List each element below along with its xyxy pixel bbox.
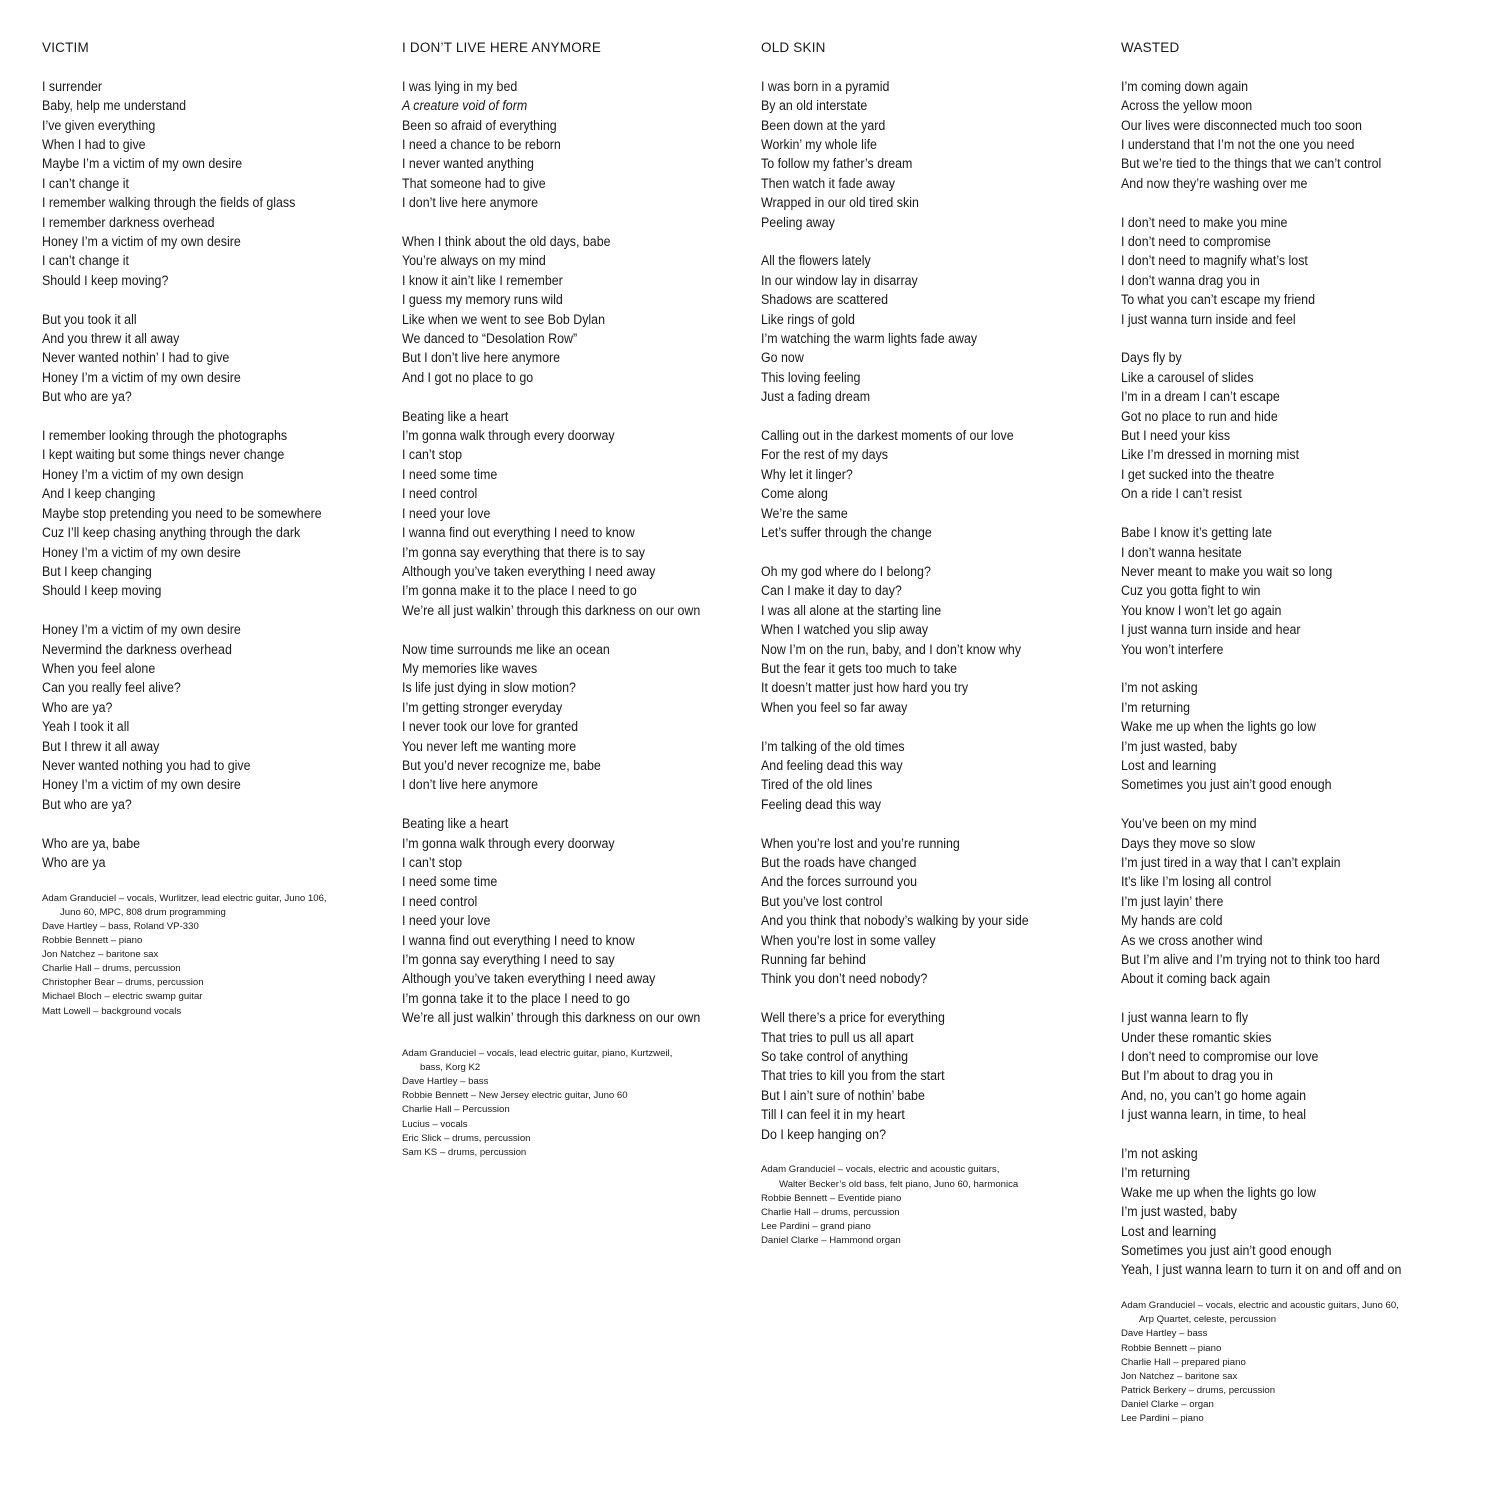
- lyric-line: I don’t wanna drag you in: [1121, 272, 1260, 288]
- lyric-line: For the rest of my days: [761, 447, 889, 463]
- credit-line: Jon Natchez – baritone sax: [42, 949, 159, 961]
- lyric-line: Peeling away: [761, 214, 835, 230]
- lyric-line: Never wanted nothin’ I had to give: [42, 350, 230, 366]
- lyric-line: I never took our love for granted: [402, 719, 579, 735]
- lyric-line: And you threw it all away: [42, 331, 180, 347]
- lyric-line: A creature void of form: [402, 98, 528, 114]
- lyrics: [1121, 77, 1466, 1280]
- credits: [402, 1047, 747, 1160]
- stanza: [1121, 77, 1466, 193]
- lyric-line: And, no, you can’t go home again: [1121, 1087, 1307, 1103]
- stanza: [1121, 523, 1466, 659]
- lyric-line: Should I keep moving: [42, 583, 162, 599]
- lyric-line: I just wanna learn, in time, to heal: [1121, 1107, 1307, 1123]
- lyric-line: But you’d never recognize me, babe: [402, 757, 601, 773]
- stanza: [402, 77, 747, 213]
- lyric-line: Honey I’m a victim of my own desire: [42, 234, 241, 250]
- lyric-line: I need some time: [402, 874, 498, 890]
- lyric-line: Nevermind the darkness overhead: [42, 641, 232, 657]
- lyric-line: I understand that I’m not the one you need: [1121, 137, 1355, 153]
- lyric-line: Tired of the old lines: [761, 777, 873, 793]
- lyric-line: Like I’m dressed in morning mist: [1121, 447, 1300, 463]
- lyric-line: Lost and learning: [1121, 1223, 1217, 1239]
- credit-line: Adam Granduciel – vocals, electric and acoustic guitars,: [761, 1164, 1000, 1176]
- stanza: [42, 310, 387, 407]
- lyric-line: Beating like a heart: [402, 816, 509, 832]
- lyric-line: When you feel so far away: [761, 699, 908, 715]
- lyric-line: Calling out in the darkest moments of our love: [761, 428, 1014, 444]
- lyric-line: Sometimes you just ain’t good enough: [1121, 777, 1332, 793]
- lyric-line: And you think that nobody’s walking by your side: [761, 913, 1029, 929]
- song-column-i-dont-live-here-anymore: [402, 38, 747, 1160]
- lyric-line: I’m just wasted, baby: [1121, 1204, 1237, 1220]
- lyric-line: Yeah, I just wanna learn to turn it on and off and on: [1121, 1262, 1402, 1278]
- lyric-line: Although you’ve taken everything I need away: [402, 563, 656, 579]
- lyric-line: I need your love: [402, 505, 491, 521]
- credit-line: bass, Korg K2: [420, 1062, 481, 1074]
- lyric-line: Honey I’m a victim of my own design: [42, 466, 244, 482]
- lyric-line: I need some time: [402, 466, 498, 482]
- lyric-line: And now they’re washing over me: [1121, 175, 1308, 191]
- lyric-line: I need control: [402, 486, 478, 502]
- lyric-line: Days they move so slow: [1121, 835, 1255, 851]
- lyric-line: Got no place to run and hide: [1121, 408, 1278, 424]
- lyric-line: I’m just tired in a way that I can’t explain: [1121, 854, 1341, 870]
- lyric-line: We’re the same: [761, 505, 848, 521]
- credit-line: Lucius – vocals: [402, 1118, 468, 1130]
- lyric-line: I surrender: [42, 78, 103, 94]
- lyric-line: But I’m alive and I’m trying not to think too hard: [1121, 952, 1380, 967]
- lyric-line: I’m not asking: [1121, 680, 1198, 696]
- credit-line: Patrick Berkery – drums, percussion: [1121, 1384, 1276, 1396]
- lyric-line: Although you’ve taken everything I need away: [402, 971, 656, 987]
- stanza: [761, 251, 1106, 406]
- credit-line: Dave Hartley – bass, Roland VP-330: [42, 920, 199, 932]
- credit-line: Jon Natchez – baritone sax: [1121, 1370, 1238, 1382]
- lyric-line: Let’s suffer through the change: [761, 525, 932, 541]
- lyric-line: I guess my memory runs wild: [402, 292, 563, 308]
- lyric-line: My hands are cold: [1121, 913, 1223, 929]
- lyric-line: Babe I know it’s getting late: [1121, 525, 1272, 541]
- lyric-line: I’m returning: [1121, 699, 1191, 715]
- lyric-line: Who are ya, babe: [42, 835, 141, 851]
- lyric-line: I was lying in my bed: [402, 78, 518, 94]
- lyric-line: I’m not asking: [1121, 1146, 1198, 1162]
- lyric-line: I’m coming down again: [1121, 78, 1249, 94]
- credit-line: Charlie Hall – Percussion: [402, 1104, 510, 1116]
- lyric-line: Maybe stop pretending you need to be somewhere: [42, 505, 322, 521]
- lyric-line: Who are ya: [42, 854, 106, 870]
- lyric-line: I don’t wanna hesitate: [1121, 544, 1242, 560]
- credit-line: Daniel Clarke – organ: [1121, 1398, 1214, 1410]
- lyric-line: As we cross another wind: [1121, 932, 1263, 948]
- credits: [761, 1163, 1106, 1248]
- lyric-line: Across the yellow moon: [1121, 98, 1253, 114]
- lyric-line: By an old interstate: [761, 98, 868, 114]
- stanza: [1121, 678, 1466, 794]
- lyric-line: I’m getting stronger everyday: [402, 699, 563, 715]
- lyric-line: And I got no place to go: [402, 369, 534, 385]
- credit-line: Daniel Clarke – Hammond organ: [761, 1234, 901, 1246]
- lyric-line: To follow my father’s dream: [761, 156, 913, 172]
- lyric-line: But the roads have changed: [761, 854, 917, 870]
- lyric-line: When you’re lost and you’re running: [761, 835, 960, 851]
- lyric-line: Cuz you gotta fight to win: [1121, 583, 1261, 599]
- lyric-line: Never meant to make you wait so long: [1121, 563, 1333, 579]
- lyric-line: Honey I’m a victim of my own desire: [42, 777, 241, 793]
- credit-line: Sam KS – drums, percussion: [402, 1146, 527, 1158]
- lyric-line: But you’ve lost control: [761, 893, 883, 909]
- credit-line: Eric Slick – drums, percussion: [402, 1132, 531, 1144]
- lyric-line: Yeah I took it all: [42, 719, 130, 735]
- lyric-line: I wanna find out everything I need to know: [402, 525, 635, 541]
- lyric-line: And I keep changing: [42, 486, 156, 502]
- lyric-line: I just wanna turn inside and hear: [1121, 622, 1301, 638]
- stanza: [402, 407, 747, 620]
- stanza: [1121, 1144, 1466, 1280]
- credit-line: Adam Granduciel – vocals, electric and acoustic guitars, Juno 60,: [1121, 1300, 1399, 1312]
- credit-line: Dave Hartley – bass: [1121, 1328, 1208, 1340]
- stanza: [1121, 348, 1466, 503]
- stanza: [761, 834, 1106, 989]
- lyric-line: And the forces surround you: [761, 874, 918, 890]
- lyric-line: I don’t need to compromise: [1121, 234, 1271, 250]
- lyric-line: Now time surrounds me like an ocean: [402, 641, 610, 657]
- lyric-line: But I ain’t sure of nothin’ babe: [761, 1087, 925, 1103]
- credit-line: Walter Becker’s old bass, felt piano, Juno 60, harmonica: [779, 1178, 1019, 1190]
- credit-line: Lee Pardini – piano: [1121, 1413, 1204, 1425]
- lyric-line: I can’t stop: [402, 854, 463, 870]
- credit-line: Adam Granduciel – vocals, lead electric guitar, piano, Kurtzweil,: [402, 1048, 673, 1060]
- lyric-line: I don’t live here anymore: [402, 195, 539, 211]
- song-title: I DON’T LIVE HERE ANYMORE: [402, 40, 602, 55]
- credit-line: Christopher Bear – drums, percussion: [42, 977, 204, 989]
- lyric-line: Why let it linger?: [761, 466, 853, 482]
- lyric-line: You know I won’t let go again: [1121, 602, 1282, 618]
- stanza: [402, 814, 747, 1027]
- lyric-line: I don’t need to magnify what’s lost: [1121, 253, 1308, 269]
- lyric-line: Wake me up when the lights go low: [1121, 1184, 1316, 1200]
- stanza: [42, 426, 387, 601]
- lyric-line: I can’t change it: [42, 253, 129, 269]
- lyric-line: And feeling dead this way: [761, 757, 903, 773]
- lyric-line: But I need your kiss: [1121, 428, 1231, 444]
- stanza: [402, 640, 747, 795]
- lyric-line: Shadows are scattered: [761, 292, 889, 308]
- lyric-line: But I’m about to drag you in: [1121, 1068, 1273, 1084]
- lyrics: [42, 77, 387, 873]
- lyric-line: Days fly by: [1121, 350, 1182, 366]
- lyric-line: Honey I’m a victim of my own desire: [42, 622, 241, 638]
- lyric-line: I’m returning: [1121, 1165, 1191, 1181]
- credit-line: Charlie Hall – drums, percussion: [42, 963, 181, 975]
- lyric-line: Been so afraid of everything: [402, 117, 557, 133]
- lyric-line: I can’t stop: [402, 447, 463, 463]
- lyric-line: I’m gonna make it to the place I need to go: [402, 583, 637, 599]
- lyric-line: You’re always on my mind: [402, 253, 546, 269]
- lyric-line: I remember walking through the fields of glass: [42, 195, 296, 211]
- lyric-line: Workin’ my whole life: [761, 137, 877, 153]
- lyric-line: But the fear it gets too much to take: [761, 660, 958, 676]
- credit-line: Lee Pardini – grand piano: [761, 1220, 871, 1232]
- lyric-line: I’m in a dream I can’t escape: [1121, 389, 1280, 405]
- stanza: [402, 232, 747, 387]
- lyric-line: Is life just dying in slow motion?: [402, 680, 576, 696]
- lyric-line: When you feel alone: [42, 660, 156, 676]
- lyric-line: Can you really feel alive?: [42, 680, 181, 696]
- song-column-victim: [42, 38, 387, 1019]
- stanza: [761, 77, 1106, 232]
- lyric-line: I don’t need to make you mine: [1121, 214, 1288, 230]
- lyric-line: My memories like waves: [402, 660, 538, 676]
- stanza: [761, 737, 1106, 815]
- lyric-line: Never wanted nothing you had to give: [42, 757, 251, 773]
- lyric-line: I was born in a pyramid: [761, 78, 890, 94]
- stanza: [761, 426, 1106, 542]
- credits: [1121, 1299, 1466, 1426]
- lyric-line: But I keep changing: [42, 563, 152, 579]
- lyric-line: About it coming back again: [1121, 971, 1271, 987]
- lyric-line: All the flowers lately: [761, 253, 871, 269]
- lyric-line: When you’re lost in some valley: [761, 932, 936, 948]
- stanza: [1121, 213, 1466, 329]
- lyric-line: I just wanna learn to fly: [1121, 1010, 1249, 1026]
- lyric-line: I’m gonna say everything I need to say: [402, 952, 615, 968]
- lyric-line: I need control: [402, 893, 478, 909]
- lyric-line: Like a carousel of slides: [1121, 369, 1254, 385]
- lyric-line: Honey I’m a victim of my own desire: [42, 369, 241, 385]
- lyric-line: I’m just wasted, baby: [1121, 738, 1237, 754]
- lyric-line: Just a fading dream: [761, 389, 871, 405]
- stanza: [1121, 814, 1466, 989]
- lyric-line: To what you can’t escape my friend: [1121, 292, 1315, 308]
- lyric-line: I need your love: [402, 913, 491, 929]
- lyric-line: That tries to pull us all apart: [761, 1029, 914, 1045]
- lyric-line: Should I keep moving?: [42, 272, 169, 288]
- lyric-line: I’m gonna walk through every doorway: [402, 835, 615, 851]
- lyric-line: You won’t interfere: [1121, 641, 1224, 657]
- lyric-line: I was all alone at the starting line: [761, 602, 942, 618]
- lyric-line: Like when we went to see Bob Dylan: [402, 311, 605, 327]
- lyric-line: When I think about the old days, babe: [402, 234, 611, 250]
- lyric-line: I’m gonna take it to the place I need to go: [402, 990, 630, 1006]
- lyric-line: Who are ya?: [42, 699, 113, 715]
- lyric-line: Maybe I’m a victim of my own desire: [42, 156, 243, 172]
- lyric-line: On a ride I can’t resist: [1121, 486, 1242, 502]
- stanza: [761, 1008, 1106, 1144]
- lyric-line: When I watched you slip away: [761, 622, 929, 638]
- lyrics: [761, 77, 1106, 1144]
- lyric-line: Go now: [761, 350, 804, 366]
- lyrics: [402, 77, 747, 1028]
- lyric-line: Under these romantic skies: [1121, 1029, 1272, 1045]
- lyric-line: Till I can feel it in my heart: [761, 1107, 905, 1123]
- lyric-line: Well there’s a price for everything: [761, 1010, 945, 1026]
- lyric-line: I just wanna turn inside and feel: [1121, 311, 1296, 327]
- lyric-line: I know it ain’t like I remember: [402, 272, 563, 288]
- lyric-line: I need a chance to be reborn: [402, 137, 561, 153]
- lyric-line: But who are ya?: [42, 796, 132, 812]
- lyric-line: This loving feeling: [761, 369, 861, 385]
- lyric-line: Can I make it day to day?: [761, 583, 902, 599]
- lyric-line: I get sucked into the theatre: [1121, 466, 1275, 482]
- song-title: OLD SKIN: [761, 40, 826, 55]
- lyric-line: Running far behind: [761, 952, 866, 967]
- lyric-line: In our window lay in disarray: [761, 272, 918, 288]
- lyric-line: So take control of anything: [761, 1049, 909, 1065]
- lyric-line: That tries to kill you from the start: [761, 1068, 945, 1084]
- lyric-line: I can’t change it: [42, 175, 129, 191]
- lyric-line: I’m talking of the old times: [761, 738, 905, 754]
- stanza: [42, 834, 387, 873]
- lyric-line: We’re all just walkin’ through this darkness on our own: [402, 1010, 701, 1026]
- credit-line: Adam Granduciel – vocals, Wurlitzer, lead electric guitar, Juno 106,: [42, 892, 327, 904]
- lyric-line: Beating like a heart: [402, 408, 509, 424]
- lyric-line: It doesn’t matter just how hard you try: [761, 680, 969, 696]
- lyric-line: But I don’t live here anymore: [402, 350, 561, 366]
- lyric-line: Do I keep hanging on?: [761, 1126, 886, 1142]
- credit-line: Arp Quartet, celeste, percussion: [1139, 1314, 1277, 1326]
- lyric-line: Feeling dead this way: [761, 796, 882, 812]
- credit-line: Robbie Bennett – Eventide piano: [761, 1192, 902, 1204]
- lyric-line: Been down at the yard: [761, 117, 886, 133]
- lyric-line: Wrapped in our old tired skin: [761, 195, 919, 211]
- lyric-line: I remember darkness overhead: [42, 214, 215, 230]
- lyric-line: I kept waiting but some things never change: [42, 447, 285, 463]
- lyric-line: Then watch it fade away: [761, 175, 895, 191]
- stanza: [42, 77, 387, 290]
- lyric-line: But I threw it all away: [42, 738, 160, 754]
- lyric-line: I’m just layin’ there: [1121, 893, 1224, 909]
- credit-line: Robbie Bennett – New Jersey electric guitar, Juno 60: [402, 1090, 628, 1102]
- credit-line: Charlie Hall – prepared piano: [1121, 1356, 1246, 1368]
- lyric-line: I’m watching the warm lights fade away: [761, 331, 978, 347]
- lyric-line: Our lives were disconnected much too soon: [1121, 117, 1362, 133]
- lyric-line: Think you don’t need nobody?: [761, 971, 928, 987]
- lyric-line: But who are ya?: [42, 389, 132, 405]
- credit-line: Matt Lowell – background vocals: [42, 1005, 182, 1017]
- credit-line: Robbie Bennett – piano: [42, 935, 143, 947]
- lyric-line: Cuz I’ll keep chasing anything through the dark: [42, 525, 301, 541]
- lyric-line: I’m gonna walk through every doorway: [402, 428, 615, 444]
- credit-line: Robbie Bennett – piano: [1121, 1342, 1222, 1354]
- lyric-line: It’s like I’m losing all control: [1121, 874, 1272, 890]
- lyric-line: Sometimes you just ain’t good enough: [1121, 1243, 1332, 1259]
- lyric-line: I’ve given everything: [42, 117, 156, 133]
- song-title: VICTIM: [42, 40, 89, 55]
- lyric-line: I don’t live here anymore: [402, 777, 539, 793]
- lyric-line: Baby, help me understand: [42, 98, 187, 114]
- lyric-line: Honey I’m a victim of my own desire: [42, 544, 241, 560]
- credit-line: Charlie Hall – drums, percussion: [761, 1206, 900, 1218]
- lyric-line: We’re all just walkin’ through this darkness on our own: [402, 602, 701, 618]
- lyric-line: Wake me up when the lights go low: [1121, 719, 1316, 735]
- lyric-line: But we’re tied to the things that we can’t control: [1121, 156, 1382, 172]
- stanza: [42, 620, 387, 814]
- lyric-line: Lost and learning: [1121, 757, 1217, 773]
- lyric-line: You’ve been on my mind: [1121, 816, 1257, 832]
- lyric-line: Like rings of gold: [761, 311, 855, 327]
- lyric-line: I wanna find out everything I need to know: [402, 932, 635, 948]
- stanza: [761, 562, 1106, 717]
- lyric-line: I’m gonna say everything that there is to say: [402, 544, 646, 560]
- credit-line: Michael Bloch – electric swamp guitar: [42, 991, 203, 1003]
- lyric-line: You never left me wanting more: [402, 738, 577, 754]
- lyric-line: I don’t need to compromise our love: [1121, 1049, 1319, 1065]
- credit-line: Dave Hartley – bass: [402, 1076, 489, 1088]
- lyric-line: Come along: [761, 486, 828, 502]
- lyric-line: When I had to give: [42, 137, 146, 153]
- lyric-line: Oh my god where do I belong?: [761, 563, 931, 579]
- lyric-line: We danced to “Desolation Row”: [402, 331, 578, 347]
- song-column-wasted: [1121, 38, 1466, 1426]
- lyric-line: I remember looking through the photographs: [42, 428, 288, 444]
- lyric-line: I never wanted anything: [402, 156, 534, 172]
- stanza: [1121, 1008, 1466, 1124]
- song-title: WASTED: [1121, 40, 1180, 55]
- lyric-line: But you took it all: [42, 311, 137, 327]
- lyric-line: Now I’m on the run, baby, and I don’t know why: [761, 641, 1022, 657]
- song-column-old-skin: [761, 38, 1106, 1248]
- credits: [42, 892, 387, 1019]
- credit-line: Juno 60, MPC, 808 drum programming: [60, 906, 226, 918]
- lyric-line: That someone had to give: [402, 175, 546, 191]
